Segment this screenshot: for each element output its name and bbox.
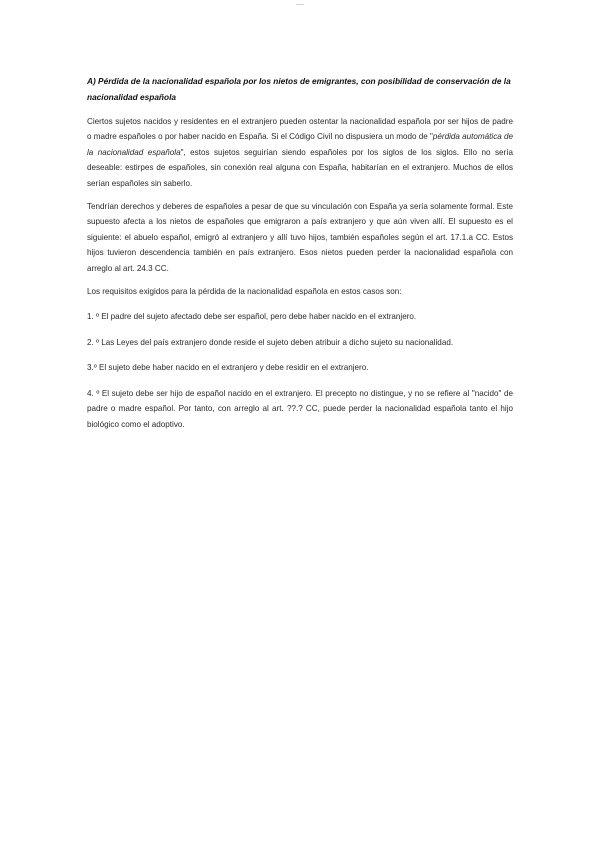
paragraph-1 [87, 114, 513, 191]
paragraph-1-start: Ciertos sujetos nacidos y residentes en el extranjero pueden ostentar la nacionalidad española por ser hijos de padre o madre españoles o por haber nacido en España. Si el Código Civil no dispusiera un modo de " [87, 117, 513, 142]
section-heading: A) Pérdida de la nacionalidad española por los nietos de emigrantes, con posibilidad de conservación de la nacionalidad española [87, 76, 511, 102]
requirement-4: 4. º El sujeto debe ser hijo de español nacido en el extranjero. El precepto no distingue, y no se refiere al "nacido" de padre o madre español. Por tanto, con arreglo al art. ??.? CC, puede perder la nacionalidad española tanto el hijo biológico como el adoptivo. [87, 388, 513, 429]
paragraph-1-end: ", estos sujetos seguirían siendo españoles por los siglos de los siglos. Ello no sería deseable: estirpes de españoles, sin conexión real alguna con España, habitarían en el extranjero. Muchos de ellos serían españoles sin saberlo. [87, 147, 513, 188]
requirement-2: 2. º Las Leyes del país extranjero donde reside el sujeto deben atribuir a dicho sujeto su nacionalidad. [87, 337, 454, 347]
page-top-mark: .... [296, 0, 304, 7]
requirement-1: 1. º El padre del sujeto afectado debe ser español, pero debe haber nacido en el extranjero. [87, 312, 417, 322]
requirement-3: 3.º El sujeto debe haber nacido en el extranjero y debe residir en el extranjero. [87, 363, 369, 373]
paragraph-2: Tendrían derechos y deberes de españoles a pesar de que su vinculación con España ya sería solamente formal. Este supuesto afecta a los nietos de españoles que emigraron a país extranjero y que aún viven allí. El supuesto es el siguiente: el abuelo español, emigró al extranjero y allí tuvo hijos, también españoles según el art. 17.1.a CC. Estos hijos tuvieron descendencia también en país extranjero. Esos nietos pueden perder la nacionalidad española con arreglo al art. 24.3 CC. [87, 202, 513, 273]
paragraph-3: Los requisitos exigidos para la pérdida de la nacionalidad española en estos casos son: [87, 287, 402, 297]
paragraph-1-emphasis: pérdida automática de la nacionalidad española [87, 132, 513, 157]
document-body [87, 73, 513, 440]
